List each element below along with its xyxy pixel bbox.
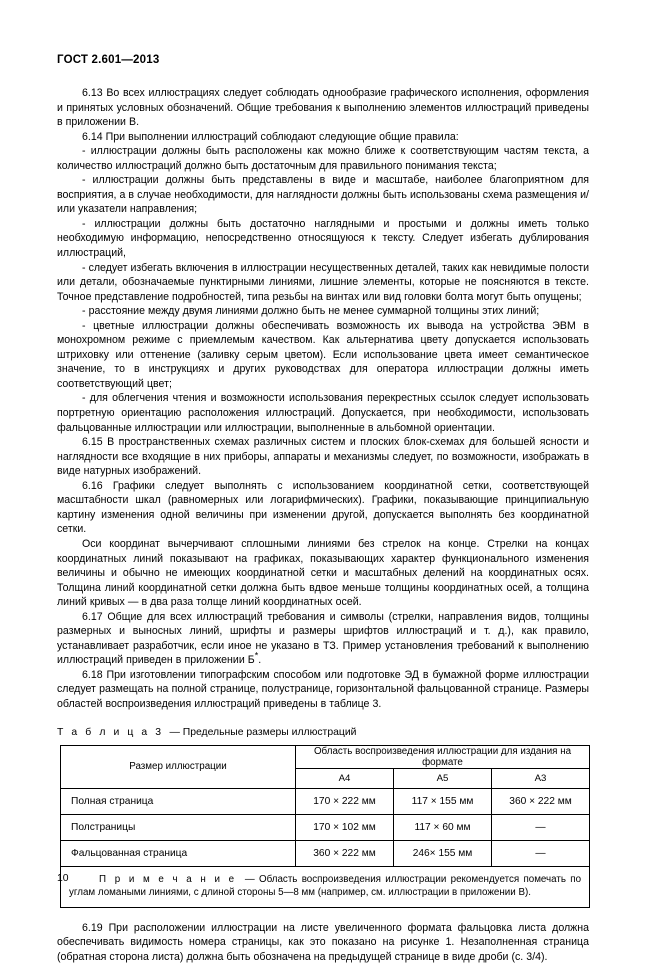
paragraph-6-15: 6.15 В пространственных схемах различных систем и плоских блок-схемах для большей ясности и наглядности все входящие в них приборы, аппараты и механизмы следует, по возможности, изображать в виде натурных изображений. (57, 436, 589, 478)
list-item-illustration-scale: - иллюстрации должны быть представлены в виде и масштабе, наиболее благоприятном для восприятия, а в случае необходимости, для наглядности должны быть использованы схема размещения и/или указатели направления; (57, 174, 589, 216)
paragraph-coordinate-axes: Оси координат вычерчивают сплошными линиями без стрелок на конце. Стрелки на концах координатных линий показывают на графиках, показывающих характер функционального изменения величины и обычно не имеющих координатной сетки и масштабных делений на координатных осях. Толщина линий координатной сетки должна быть вдвое меньше толщины координатных осей, а толщина линий кривых — в два раза толще линий координатных осей. (57, 537, 589, 609)
table-caption-dash: — (169, 726, 180, 738)
page-content (57, 54, 589, 964)
cell-half-page-a3: — (492, 814, 590, 840)
paragraph-6-14: 6.14 При выполнении иллюстраций соблюдают следующие общие правила: (82, 130, 459, 143)
cell-folded-page-a4: 360 × 222 мм (296, 840, 394, 866)
list-item-portrait-orientation: - для облегчения чтения и возможности использования перекрестных ссылок следует использовать портретную ориентацию расположения иллюстраций. Допускается, при необходимости, использовать фальцованные иллюстрации или иллюстрации, выполненные в альбомной ориентации. (57, 392, 589, 434)
paragraph-6-17-end: . (258, 654, 262, 667)
table-header-row-1 (61, 745, 590, 768)
table-note-row (61, 866, 590, 907)
paragraph-6-17 (57, 610, 589, 668)
cell-full-page-a5: 117 × 155 мм (394, 788, 492, 814)
page-number: 10 (57, 873, 69, 884)
table-note-dash: — (244, 873, 255, 885)
paragraph-6-17-text: 6.17 Общие для всех иллюстраций требования и символы (стрелки, направления видов, толщины размерных и выносных линий, шрифты и размеры шрифтов иллюстраций и т. д.), как правило, устанавливает разработчик, если иное не указано в ТЗ. Пример установления требований к выполнению иллюстраций приведен в приложении Б (57, 610, 589, 667)
cell-half-page-a4: 170 × 102 мм (296, 814, 394, 840)
cell-half-page-a5: 117 × 60 мм (394, 814, 492, 840)
table-caption-title: Предельные размеры иллюстраций (182, 726, 357, 738)
cell-full-page-a4: 170 × 222 мм (296, 788, 394, 814)
paragraph-6-16: 6.16 Графики следует выполнять с использованием координатной сетки, соответствующей масштабности шкал (равномерных или логарифмических). Графики, показывающие принципиальную картину изменения одной величины при изменении другой, допускается выполнять без координатной сетки. (57, 479, 589, 536)
list-item-illustration-clarity: - иллюстрации должны быть достаточно наглядными и простыми и должны иметь только необходимую информацию, непосредственно относящуюся к тексту. Следует избегать дублирования иллюстраций, (57, 217, 589, 260)
row-label-folded-page: Фальцованная страница (61, 840, 296, 866)
table-header-format-a3: А3 (492, 768, 590, 788)
standard-header: ГОСТ 2.601—2013 (57, 54, 160, 66)
table-caption-label: Т а б л и ц а 3 (57, 726, 164, 738)
table-caption (57, 727, 589, 738)
row-label-full-page: Полная страница (61, 788, 296, 814)
table-row (61, 788, 590, 814)
table-note (61, 866, 590, 907)
list-item-color-illustrations: - цветные иллюстрации должны обеспечивать возможность их вывода на устройства ЭВМ в монохромном режиме с приемлемым качеством. Как альтернатива цвету допускается использовать штриховку или оттенение (заливку серым цветом). Если использование цвета имеет семантическое значение, то в инструкциях и других руководствах для оператора иллюстрации должны иметь соответствующий цвет; (57, 319, 589, 390)
list-item-line-distance: - расстояние между двумя линиями должно быть не менее суммарной толщины этих линий; (82, 305, 540, 318)
table-row (61, 814, 590, 840)
list-item-illustration-placement: - иллюстрации должны быть расположены как можно ближе к соответствующим частям текста, а количество иллюстраций должно быть достаточным для правильного понимания текста; (57, 145, 589, 172)
illustration-sizes-table (60, 745, 590, 908)
table-header-group: Область воспроизведения иллюстрации для издания на формате (296, 745, 590, 768)
cell-folded-page-a5: 246× 155 мм (394, 840, 492, 866)
table-note-label: П р и м е ч а н и е (99, 873, 237, 885)
table-header-size: Размер иллюстрации (61, 745, 296, 788)
paragraph-6-19: 6.19 При расположении иллюстрации на листе увеличенного формата фальцовка листа должна обеспечивать видимость номера страницы, как это показано на рисунке 1. Незаполненная страница (обратная сторона листа) должна быть обозначена на предыдущей странице в виде дроби (с. 3/4). (57, 921, 589, 963)
paragraph-6-13: 6.13 Во всех иллюстрациях следует соблюдать однообразие графического исполнения, оформления и принятых условных обозначений. Общие требования к выполнению элементов иллюстраций приведены в приложении В. (57, 87, 589, 129)
table-note-text: Область воспроизведения иллюстрации рекомендуется помечать по углам ломаными линиями, с длиной стороны 5—8 мм (например, см. иллюстрации в приложении В). (69, 873, 582, 899)
row-label-half-page: Полстраницы (61, 814, 296, 840)
cell-full-page-a3: 360 × 222 мм (492, 788, 590, 814)
footnote-asterisk: * (254, 650, 259, 661)
table-row (61, 840, 590, 866)
list-item-avoid-details: - следует избегать включения в иллюстрации несущественных деталей, таких как невидимые полости или детали, обозначаемые пунктирными линиями, лишние элементы, которые не поясняются в тексте. Точное представление подробностей, типа резьбы на винтах или вид головки болта могут быть опущены; (57, 261, 589, 303)
cell-folded-page-a3: — (492, 840, 590, 866)
table-header-format-a4: А4 (296, 768, 394, 788)
paragraph-6-18: 6.18 При изготовлении типографским способом или подготовке ЭД в бумажной форме иллюстрации следует размещать на полной странице, полустранице, горизонтальной фальцованной странице. Размеры областей воспроизведения иллюстраций приведены в таблице 3. (57, 668, 589, 710)
table-header-format-a5: А5 (394, 768, 492, 788)
